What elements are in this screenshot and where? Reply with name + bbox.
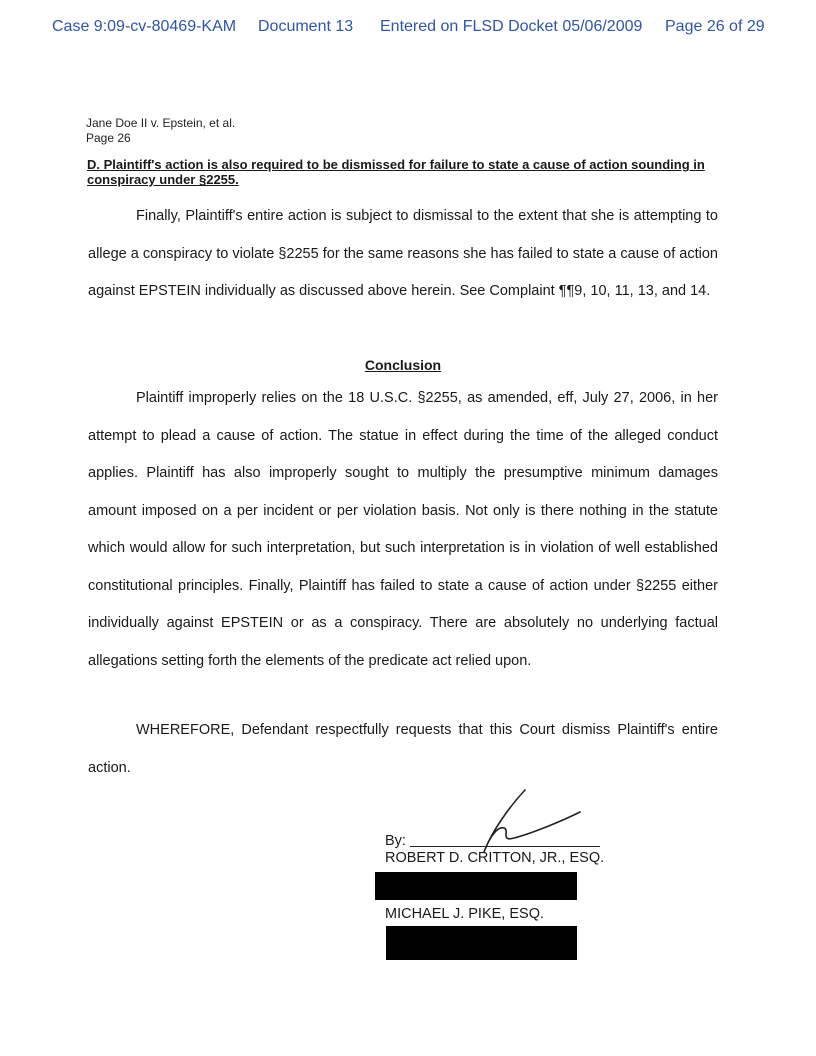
attorney-name-1: ROBERT D. CRITTON, JR., ESQ.: [385, 850, 605, 866]
case-caption: Jane Doe II v. Epstein, et al.: [86, 116, 236, 130]
docket-entry: Entered on FLSD Docket 05/06/2009: [380, 18, 643, 35]
section-d-paragraph: [88, 198, 718, 311]
section-heading-d: D. Plaintiff's action is also required to be dismissed for failure to state a cause of action sounding in conspiracy under §2255.: [87, 157, 705, 187]
wherefore-paragraph: [88, 712, 718, 787]
conclusion-text: Plaintiff improperly relies on the 18 U.S.C. §2255, as amended, eff, July 27, 2006, in her attempt to plead a cause of action. The statue in effect during the time of the alleged conduct applies. Plaintiff has also improperly sought to multiply the presumptive minimum damages amount imposed on a per incident or per violation basis. Not only is there nothing in the statute which would allow for such interpretation, but such interpretation is in violation of well established constitutional principles. Finally, Plaintiff has failed to state a cause of action under §2255 either individually against EPSTEIN or as a conspiracy. There are absolutely no underlying factual allegations setting forth the elements of the predicate act relied upon.: [88, 390, 718, 669]
redaction-block-2: [386, 926, 577, 960]
document-number: Document 13: [258, 18, 354, 35]
case-number: Case 9:09-cv-80469-KAM: [52, 18, 237, 35]
signature-block: [385, 833, 600, 850]
conclusion-paragraph: [88, 380, 718, 680]
wherefore-text: WHEREFORE, Defendant respectfully requests that this Court dismiss Plaintiff's entire action.: [88, 722, 718, 776]
signature-line: [410, 846, 600, 847]
page-label: Page 26: [86, 131, 131, 145]
attorney-name-2: MICHAEL J. PIKE, ESQ.: [385, 906, 545, 922]
by-label: By:: [385, 833, 406, 849]
page-number: Page 26 of 29: [665, 18, 765, 35]
conclusion-heading: Conclusion: [364, 357, 442, 373]
section-d-text: Finally, Plaintiff's entire action is subject to dismissal to the extent that she is attempting to allege a conspiracy to violate §2255 for the same reasons she has failed to state a cause of action against EPSTEIN individually as discussed above herein. See Complaint ¶¶9, 10, 11, 13, and 14.: [88, 208, 718, 299]
redaction-block-1: [375, 872, 577, 900]
